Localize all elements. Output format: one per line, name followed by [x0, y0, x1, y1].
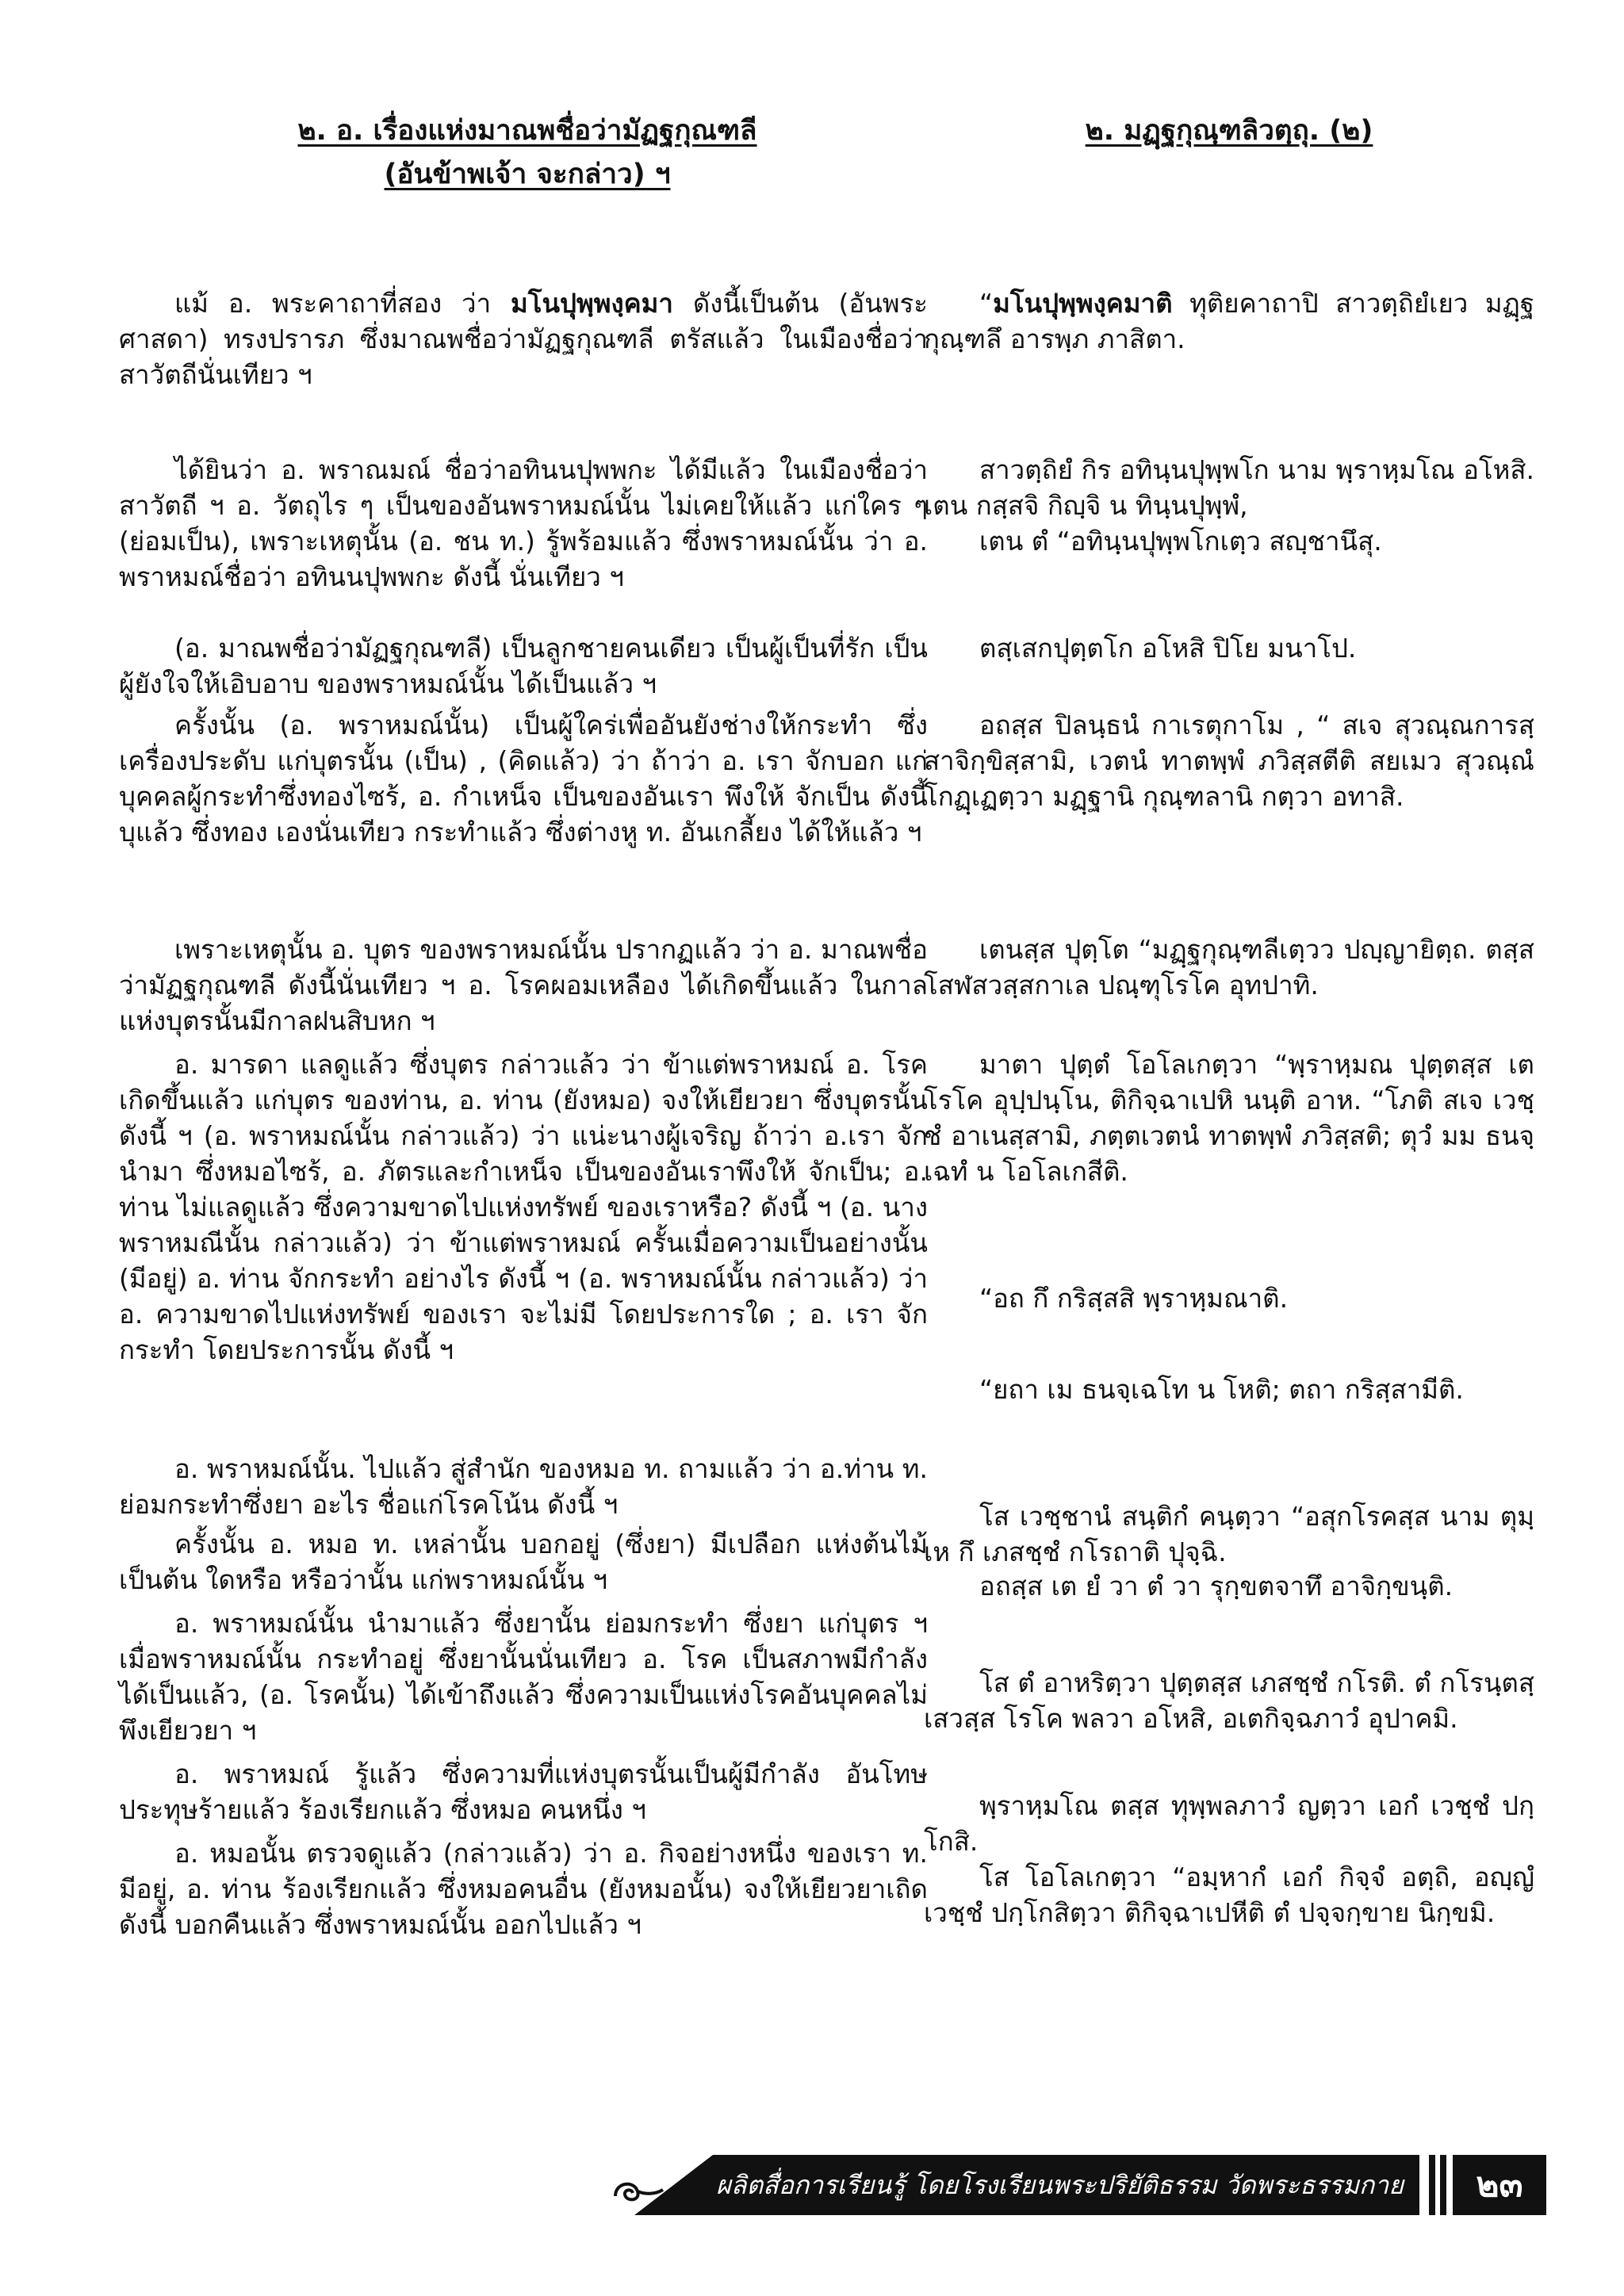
left-paragraph-9: อ. พราหมณ์นั้น นำมาแล้ว ซึ่งยานั้น ย่อมกระทำ ซึ่งยา แก่บุตร ฯ เมื่อพราหมณ์นั้น กระทำอยู่ ซึ่งยานั้นนั่นเทียว อ. โรค เป็นสภาพมีกำลัง ได้เป็นแล้ว, (อ. โรคนั้น) ได้เข้าถึงแล้ว ซึ่งความเป็นแห่งโรคอันบุคคลไม่พึงเยียวยา ฯ [119, 1608, 928, 1746]
page-footer [611, 2150, 1546, 2220]
page-number: ๒๓ [1453, 2155, 1546, 2215]
right-paragraph-13: พฺราหฺมโณ ตสฺส ทุพฺพลภาวํ ญตฺวา เอกํ เวชฺชํ ปกฺโกสิ. [924, 1790, 1534, 1857]
right-paragraph-10: โส เวชฺชานํ สนฺติกํ คนฺตฺวา “อสุกโรคสฺส นาม ตุมฺเห กึ เภสชฺชํ กโรถาติ ปุจฺฉิ. [924, 1501, 1534, 1567]
right-paragraph-1 [924, 285, 1534, 357]
left-paragraph-10: อ. พราหมณ์ รู้แล้ว ซึ่งความที่แห่งบุตรนั้นเป็นผู้มีกำลัง อันโทษประทุษร้ายแล้ว ร้องเรียกแล้ว ซึ่งหมอ คนหนึ่ง ฯ [119, 1758, 928, 1825]
right-paragraph-5: อถสฺส ปิลนฺธนํ กาเรตุกาโม , “ สเจ สุวณฺณการสฺสาจิกฺขิสฺสามิ, เวตนํ ทาตพฺพํ ภวิสฺสตีติ สยเมว สุวณฺณํ โกฏฺเฏตฺวา มฏฺฐานิ กุณฺฑลานิ กตฺวา อทาสิ. [924, 710, 1534, 812]
left-paragraph-4: ครั้งนั้น (อ. พราหมณ์นั้น) เป็นผู้ใคร่เพื่ออันยังช่างให้กระทำ ซึ่งเครื่องประดับ แก่บุตรนั้น (เป็น) , (คิดแล้ว) ว่า ถ้าว่า อ. เรา จักบอก แก่บุคคลผู้กระทำซึ่งทองไซร้, อ. กำเหน็จ เป็นของอันเรา พึงให้ จักเป็น ดังนี้ บุแล้ว ซึ่งทอง เองนั่นเทียว กระทำแล้ว ซึ่งต่างหู ท. อันเกลี้ยง ได้ให้แล้ว ฯ [119, 710, 928, 848]
left-paragraph-3: (อ. มาณพชื่อว่ามัฏฐกุณฑลี) เป็นลูกชายคนเดียว เป็นผู้เป็นที่รัก เป็นผู้ยังใจให้เอิบอาบ ของพราหมณ์นั้น ได้เป็นแล้ว ฯ [119, 633, 928, 699]
right-paragraph-12: โส ตํ อาหริตฺวา ปุตฺตสฺส เภสชฺชํ กโรติ. ตํ กโรนฺตสฺเสวสฺส โรโค พลวา อโหสิ, อเตกิจฺฉภาวํ อุปาคมิ. [924, 1667, 1534, 1734]
right-paragraph-1-post: ทุติยคาถาปิ สาวตฺถิยํเยว มฏฺฐกุณฺฑลึ อารพฺภ ภาสิตา. [924, 288, 1534, 354]
right-paragraph-1-bold: มโนปุพฺพงฺคมาติ [993, 288, 1173, 319]
right-paragraph-9: “ยถา เม ธนจฺเฉโท น โหติ; ตถา กริสฺสามีติ. [979, 1374, 1464, 1405]
right-heading: ๒. มฏฺฐกุณฺฑลิวตฺถุ. (๒) [1085, 115, 1373, 147]
right-paragraph-2: สาวตฺถิยํ กิร อทินฺนปุพฺพโก นาม พฺราหฺมโณ อโหสิ. เตน กสฺสจิ กิญฺจิ น ทินฺนปุพฺพํ, [924, 454, 1534, 521]
left-paragraph-1-post: ดังนี้เป็นต้น (อันพระศาสดา) ทรงปรารภ ซึ่งมาณพชื่อว่ามัฏฐกุณฑลี ตรัสแล้ว ในเมืองชื่อว่าสาวัตถีนั่นเทียว ฯ [119, 288, 929, 390]
left-paragraph-1-bold: มโนปุพฺพงฺคมา [510, 288, 673, 319]
footer-divider [1440, 2155, 1446, 2215]
right-paragraph-1-pre: “ [979, 288, 994, 319]
left-paragraph-6: อ. มารดา แลดูแล้ว ซึ่งบุตร กล่าวแล้ว ว่า ข้าแต่พราหมณ์ อ. โรค เกิดขึ้นแล้ว แก่บุตร ของท่าน, อ. ท่าน (ยังหมอ) จงให้เยียวยา ซึ่งบุตรนั้น ดังนี้ ฯ (อ. พราหมณ์นั้น กล่าวแล้ว) ว่า แน่ะนางผู้เจริญ ถ้าว่า อ.เรา จักนำมา ซึ่งหมอไซร้, อ. ภัตรและกำเหน็จ เป็นของอันเราพึงให้ จักเป็น; อ. ท่าน ไม่แลดูแล้ว ซึ่งความขาดไปแห่งทรัพย์ ของเราหรือ? ดังนี้ ฯ (อ. นางพราหมณีนั้น กล่าวแล้ว) ว่า ข้าแต่พราหมณ์ ครั้นเมื่อความเป็นอย่างนั้น (มีอยู่) อ. ท่าน จักกระทำ อย่างไร ดังนี้ ฯ (อ. พราหมณ์นั้น กล่าวแล้ว) ว่า อ. ความขาดไปแห่งทรัพย์ ของเรา จะไม่มี โดยประการใด ; อ. เรา จักกระทำ โดยประการนั้น ดังนี้ ฯ [119, 1049, 928, 1365]
left-heading-line1: ๒. อ. เรื่องแห่งมาณพชื่อว่ามัฏฐกุณฑลี [297, 115, 757, 147]
left-heading [119, 109, 936, 197]
right-paragraph-8: “อถ กึ กริสฺสสิ พฺราหฺมณาติ. [979, 1283, 1289, 1314]
right-paragraph-11: อถสฺส เต ยํ วา ตํ วา รุกฺขตจาทึ อาจิกฺขนฺติ. [979, 1571, 1454, 1601]
left-paragraph-11: อ. หมอนั้น ตรวจดูแล้ว (กล่าวแล้ว) ว่า อ. กิจอย่างหนึ่ง ของเรา ท. มีอยู่, อ. ท่าน ร้องเรียกแล้ว ซึ่งหมอคนอื่น (ยังหมอนั้น) จงให้เยียวยาเถิด ดังนี้ บอกคืนแล้ว ซึ่งพราหมณ์นั้น ออกไปแล้ว ฯ [119, 1838, 928, 1940]
left-heading-line2: (อันข้าพเจ้า จะกล่าว) ฯ [384, 159, 671, 190]
right-paragraph-6: เตนสฺส ปุตฺโต “มฏฺฐกุณฺฑลีเตฺวว ปญฺญายิตฺถ. ตสฺส โสฬสวสฺสกาเล ปณฺฑุโรโค อุทปาทิ. [924, 934, 1534, 1001]
left-paragraph-7: อ. พราหมณ์นั้น. ไปแล้ว สู่สำนัก ของหมอ ท. ถามแล้ว ว่า อ.ท่าน ท. ย่อมกระทำซึ่งยา อะไร ชื่อแก่โรคโน้น ดังนี้ ฯ [119, 1453, 928, 1520]
left-paragraph-1 [119, 285, 928, 392]
right-paragraph-3: เตน ตํ “อทินฺนปุพฺพโกเตฺว สญฺชานึสุ. [979, 526, 1382, 557]
footer-divider [1429, 2155, 1435, 2215]
left-paragraph-5: เพราะเหตุนั้น อ. บุตร ของพราหมณ์นั้น ปรากฏแล้ว ว่า อ. มาณพชื่อว่ามัฏฐกุณฑลี ดังนี้นั่นเทียว ฯ อ. โรคผอมเหลือง ได้เกิดขึ้นแล้ว ในกาลแห่งบุตรนั้นมีกาลฝนสิบหก ฯ [119, 934, 928, 1036]
left-paragraph-1-pre: แม้ อ. พระคาถาที่สอง ว่า [174, 288, 511, 319]
right-paragraph-4: ตสฺเสกปุตฺตโก อโหสิ ปิโย มนาโป. [979, 633, 1357, 664]
right-paragraph-14: โส โอโลเกตฺวา “อมฺหากํ เอกํ กิจฺจํ อตฺถิ, อญฺญํ เวชฺชํ ปกฺโกสิตฺวา ติกิจฺฉาเปหีติ ตํ ปจฺจกฺขาย นิกฺขมิ. [924, 1862, 1534, 1928]
right-paragraph-7: มาตา ปุตฺตํ โอโลเกตฺวา “พฺราหฺมณ ปุตฺตสฺส เต โรโค อุปฺปนฺโน, ติกิจฺฉาเปหิ นนฺติ อาห. “โภติ สเจ เวชฺชํ อาเนสฺสามิ, ภตฺตเวตนํ ทาตพฺพํ ภวิสฺสติ; ตุวํ มม ธนจฺเฉทํ น โอโลเกสีติ. [924, 1049, 1534, 1187]
left-paragraph-2: ได้ยินว่า อ. พราณมณ์ ชื่อว่าอทินนปุพพกะ ได้มีแล้ว ในเมืองชื่อว่าสาวัตถี ฯ อ. วัตถุไร ๆ เป็นของอันพราหมณ์นั้น ไม่เคยให้แล้ว แก่ใคร ๆ (ย่อมเป็น), เพราะเหตุนั้น (อ. ชน ท.) รู้พร้อมแล้ว ซึ่งพราหมณ์นั้น ว่า อ. พราหมณ์ชื่อว่า อทินนปุพพกะ ดังนี้ นั่นเทียว ฯ [119, 454, 928, 592]
left-paragraph-8: ครั้งนั้น อ. หมอ ท. เหล่านั้น บอกอยู่ (ซึ่งยา) มีเปลือก แห่งต้นไม้เป็นต้น ใดหรือ หรือว่านั้น แก่พราหมณ์นั้น ฯ [119, 1529, 928, 1595]
footer-publisher-text: ผลิตสื่อการเรียนรู้ โดยโรงเรียนพระปริยัติธรรม วัดพระธรรมกาย [716, 2170, 1404, 2200]
